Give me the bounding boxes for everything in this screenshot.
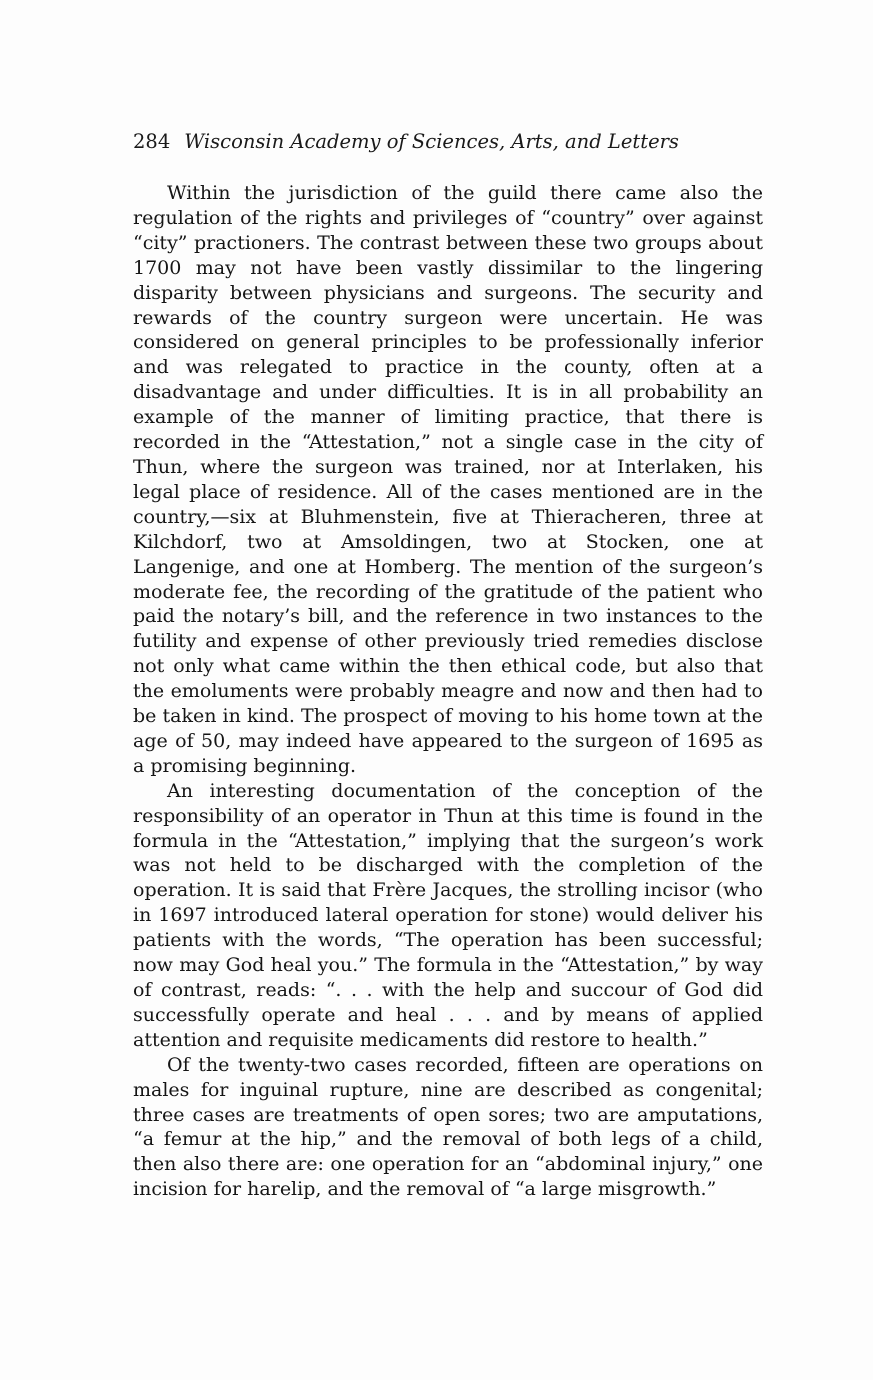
paragraph-cases-recorded: Of the twenty-two cases recorded, fifteen are operations on males for inguinal rupture, nine are described as congenital; three cases are treatments of open sores; two are amputations, “a femur at the hip,” and the removal of both legs of a child, then also there are: one operation for an “abdominal injury,” one incision for harelip, and the removal of “a large misgrowth.” <box>133 1053 763 1201</box>
body-text <box>133 181 763 1202</box>
paragraph-guild-jurisdiction: Within the jurisdiction of the guild there came also the regulation of the rights and privileges of “country” over against “city” practioners. The contrast between these two groups about 1700 may not have been vastly dissimilar to the lingering disparity between physicians and surgeons. The security and rewards of the country surgeon were uncertain. He was considered on general principles to be professionally inferior and was relegated to practice in the county, often at a disadvantage and under difficulties. It is in all probability an example of the manner of limiting practice, that there is recorded in the “Attestation,” not a single case in the city of Thun, where the surgeon was trained, nor at Interlaken, his legal place of residence. All of the cases mentioned are in the country,—six at Bluhmenstein, five at Thieracheren, three at Kilchdorf, two at Amsoldingen, two at Stocken, one at Langenige, and one at Homberg. The mention of the surgeon’s moderate fee, the recording of the gratitude of the patient who paid the notary’s bill, and the reference in two instances to the futility and expense of other previously tried remedies disclose not only what came within the then ethical code, but also that the emoluments were probably meagre and now and then had to be taken in kind. The prospect of moving to his home town at the age of 50, may indeed have appeared to the surgeon of 1695 as a promising beginning. <box>133 182 763 777</box>
page-number: 284 <box>133 130 171 153</box>
journal-title: Wisconsin Academy of Sciences, Arts, and Letters <box>184 130 679 153</box>
running-head <box>133 130 713 153</box>
paragraph-operator-responsibility: An interesting documentation of the conception of the responsibility of an operator in Thun at this time is found in the formula in the “Attestation,” implying that the surgeon’s work was not held to be discharged with the completion of the operation. It is said that Frère Jacques, the strolling incisor (who in 1697 introduced lateral operation for stone) would deliver his patients with the words, “The operation has been successful; now may God heal you.” The formula in the “Attestation,” by way of contrast, reads: “. . . with the help and succour of God did successfully operate and heal . . . and by means of applied attention and requisite medicaments did restore to health.” <box>133 779 763 1051</box>
